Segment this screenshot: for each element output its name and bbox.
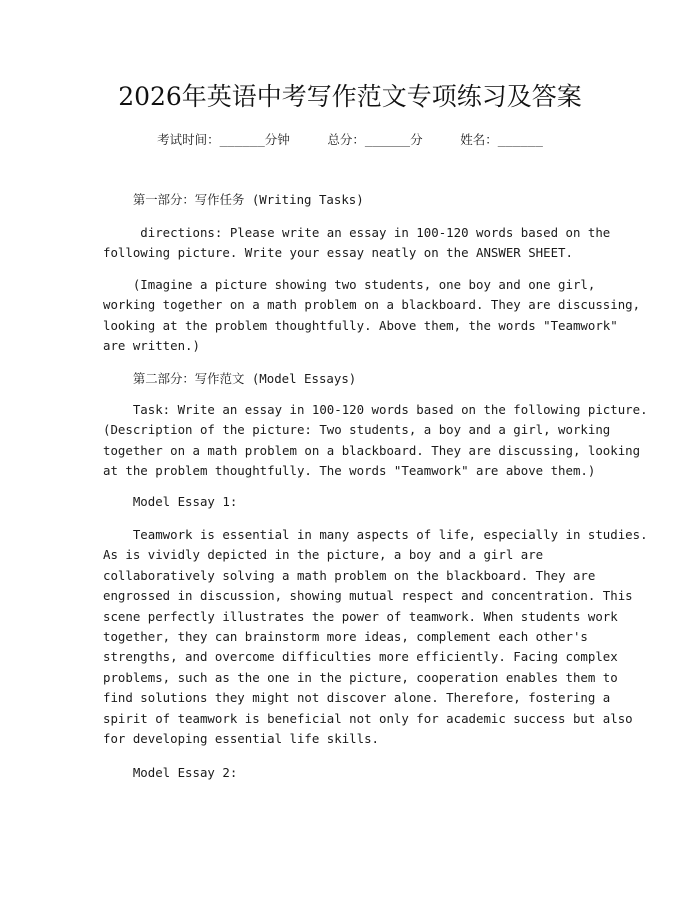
model-essay-2-label: Model Essay 2: xyxy=(103,765,238,780)
page-title: 2026年英语中考写作范文专项练习及答案 xyxy=(118,82,582,111)
model-essay-1-paragraph: Teamwork is essential in many aspects of life, especially in studies. As is vividly depicted in the picture, a boy and a girl are collaboratively solving a math problem on the blackboard. They are engrossed in discussion, showing mutual respect and concentration. This scene perfectly illustrates the power of teamwork. When students work together, they can brainstorm more ideas, complement each other's strengths, and overcome difficulties more efficiently. Facing complex problems, such as the one in the picture, cooperation enables them to find solutions they might not discover alone. Therefore, fostering a spirit of teamwork is beneficial not only for academic success but also for developing essential life skills. xyxy=(103,527,648,747)
task-paragraph: Task: Write an essay in 100-120 words based on the following picture. (Description of the picture: Two students, a boy and a girl, working together on a math problem on a blackboard. They are discussing, looking at the problem thoughtfully. The words "Teamwork" are above them.) xyxy=(103,402,648,479)
model-essay-1-label: Model Essay 1: xyxy=(103,494,238,509)
exam-info-line: 考试时间：______分钟 总分：______分 姓名：______ xyxy=(157,132,543,147)
directions-paragraph: directions: Please write an essay in 100-120 words based on the following picture. Write your essay neatly on the ANSWER SHEET. xyxy=(103,225,611,261)
picture-description-paragraph: (Imagine a picture showing two students, one boy and one girl, working together on a math problem on a blackboard. They are discussing, looking at the problem thoughtfully. Above them, the words "Teamwork" are written.) xyxy=(103,277,641,354)
part2-heading: 第二部分：写作范文 (Model Essays) xyxy=(103,371,357,386)
part1-heading: 第一部分：写作任务 (Writing Tasks) xyxy=(103,192,364,207)
